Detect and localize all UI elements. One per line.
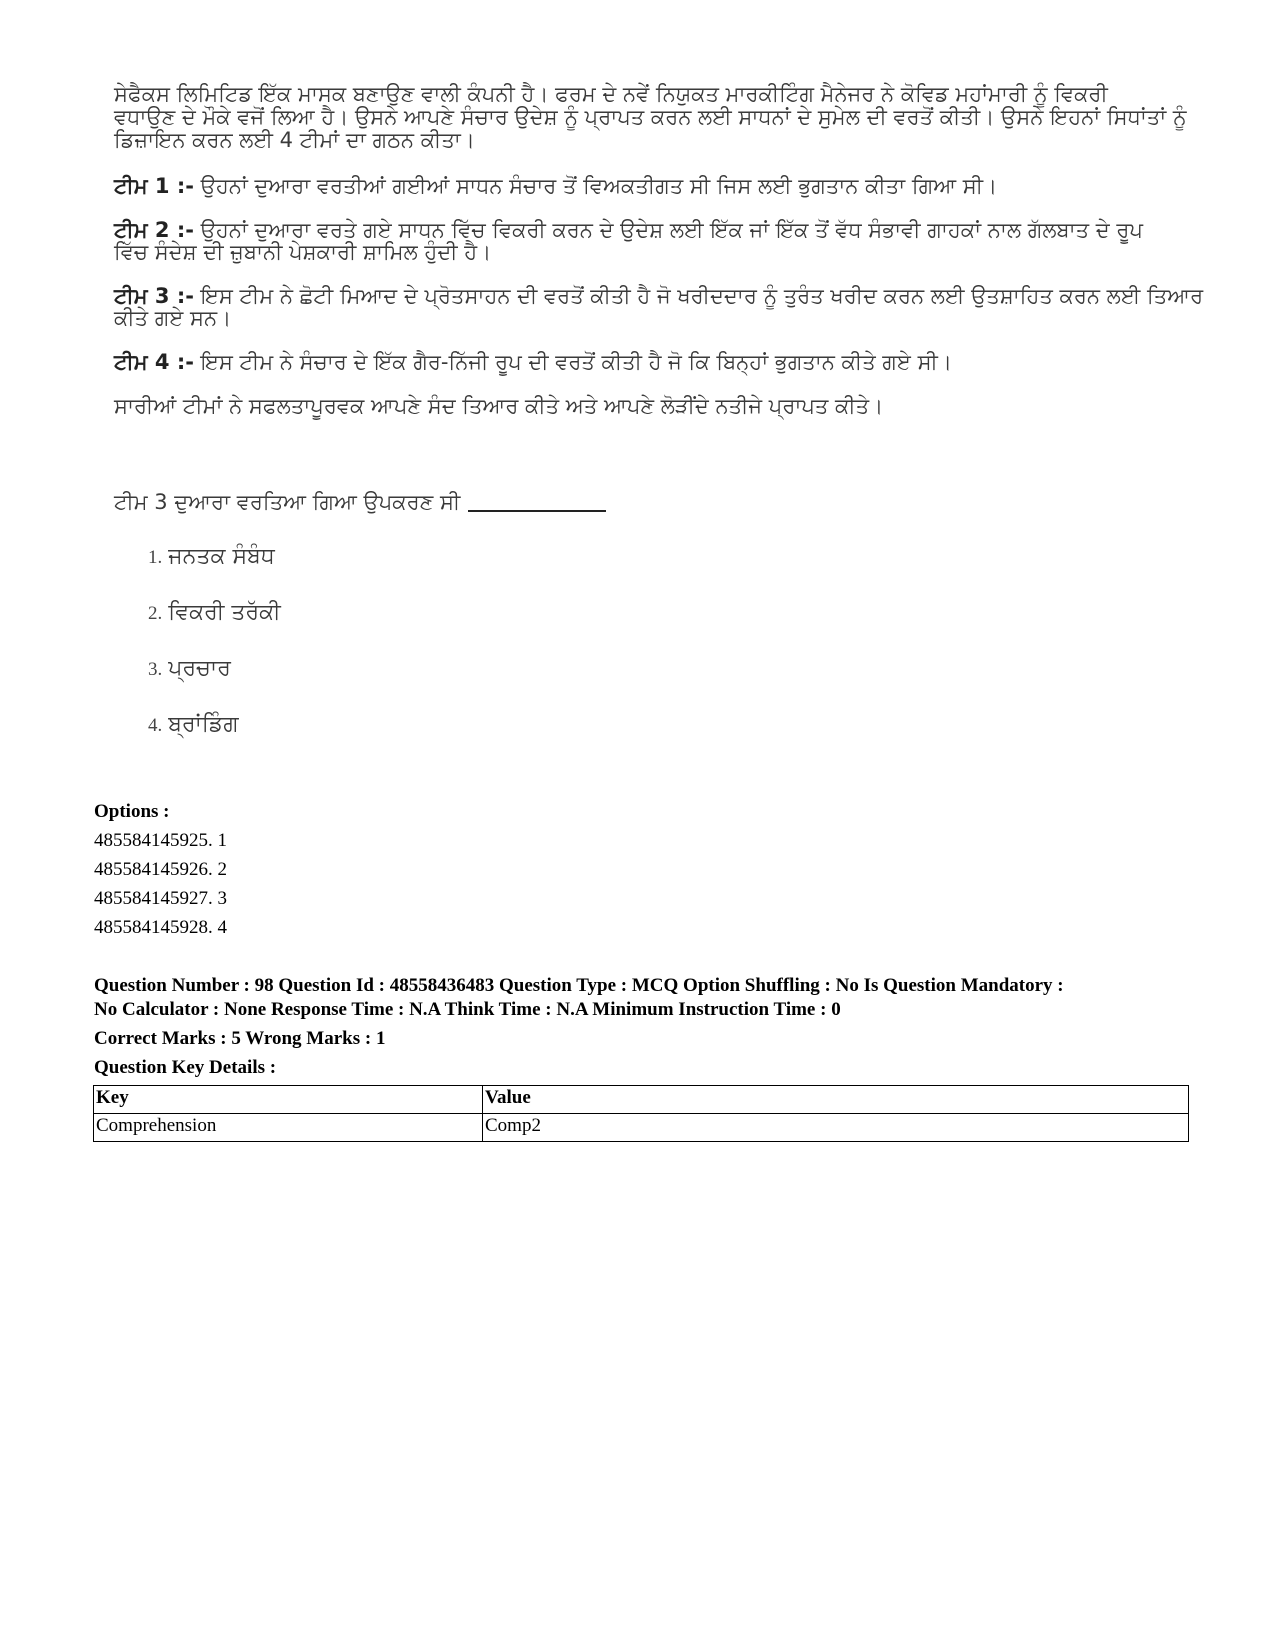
table-cell-value: Comp2	[483, 1114, 1189, 1142]
team2-line-1	[114, 218, 1143, 242]
team3-label: ਟੀਮ 3 :-	[114, 284, 194, 308]
question-line	[114, 490, 606, 514]
team4-text: ਇਸ ਟੀਮ ਨੇ ਸੰਚਾਰ ਦੇ ਇੱਕ ਗੈਰ-ਨਿੱਜੀ ਰੂਪ ਦੀ ਵਰਤੋਂ ਕੀਤੀ ਹੈ ਜੋ ਕਿ ਬਿਨ੍ਹਾਂ ਭੁਗਤਾਨ ਕੀਤੇ ਗਏ ਸੀ।	[200, 350, 953, 374]
choice-1	[148, 544, 275, 569]
team1-line	[114, 174, 997, 198]
team3-line-1	[114, 284, 1203, 308]
table-header-row	[94, 1086, 1189, 1114]
marks-line: Correct Marks : 5 Wrong Marks : 1	[94, 1028, 386, 1049]
passage-intro-line-2: ਵਧਾਉਣ ਦੇ ਮੌਕੇ ਵਜੋਂ ਲਿਆ ਹੈ। ਉਸਨੇ ਆਪਣੇ ਸੰਚਾਰ ਉਦੇਸ਼ ਨੂੰ ਪ੍ਰਾਪਤ ਕਰਨ ਲਈ ਸਾਧਨਾਂ ਦੇ ਸੁਮੇਲ ਦੀ ਵਰਤੋਂ ਕੀਤੀ। ਉਸਨੇ ਇਹਨਾਂ ਸਿਧਾਂਤਾਂ ਨੂੰ	[114, 105, 1187, 129]
choice-2	[148, 600, 281, 625]
team2-text-1: ਉਹਨਾਂ ਦੁਆਰਾ ਵਰਤੇ ਗਏ ਸਾਧਨ ਵਿੱਚ ਵਿਕਰੀ ਕਰਨ ਦੇ ਉਦੇਸ਼ ਲਈ ਇੱਕ ਜਾਂ ਇੱਕ ਤੋਂ ਵੱਧ ਸੰਭਾਵੀ ਗਾਹਕਾਂ ਨਾਲ ਗੱਲਬਾਤ ਦੇ ਰੂਪ	[200, 218, 1143, 242]
team2-line-2: ਵਿੱਚ ਸੰਦੇਸ਼ ਦੀ ਜ਼ੁਬਾਨੀ ਪੇਸ਼ਕਾਰੀ ਸ਼ਾਮਿਲ ਹੁੰਦੀ ਹੈ।	[114, 240, 492, 264]
options-block	[94, 797, 227, 942]
choice-4	[148, 712, 239, 737]
choice-1-text: ਜਨਤਕ ਸੰਬੰਧ	[168, 544, 275, 569]
table-header-key: Key	[94, 1086, 483, 1114]
team3-line-2: ਕੀਤੇ ਗਏ ਸਨ।	[114, 306, 232, 330]
choice-2-number: 2.	[148, 603, 163, 624]
passage-image	[114, 78, 1204, 758]
option-item: 485584145927. 3	[94, 888, 227, 909]
team2-label: ਟੀਮ 2 :-	[114, 218, 194, 242]
choice-3-text: ਪ੍ਰਚਾਰ	[168, 656, 231, 681]
meta-line-1: Question Number : 98 Question Id : 48558436483 Question Type : MCQ Option Shuffling : No Is Question Mandatory :	[94, 975, 1064, 996]
team4-label: ਟੀਮ 4 :-	[114, 350, 194, 374]
team3-text-1: ਇਸ ਟੀਮ ਨੇ ਛੋਟੀ ਮਿਆਦ ਦੇ ਪ੍ਰੋਤਸਾਹਨ ਦੀ ਵਰਤੋਂ ਕੀਤੀ ਹੈ ਜੋ ਖਰੀਦਦਾਰ ਨੂੰ ਤੁਰੰਤ ਖਰੀਦ ਕਰਨ ਲਈ ਉਤਸ਼ਾਹਿਤ ਕਰਨ ਲਈ ਤਿਆਰ	[200, 284, 1204, 308]
key-details-table	[93, 1085, 1189, 1142]
options-title: Options :	[94, 801, 170, 822]
answer-blank	[468, 510, 606, 512]
choice-4-text: ਬ੍ਰਾਂਡਿੰਗ	[168, 712, 239, 737]
team1-label: ਟੀਮ 1 :-	[114, 174, 194, 198]
choice-3-number: 3.	[148, 659, 163, 680]
question-meta	[94, 974, 1194, 1085]
option-item: 485584145925. 1	[94, 830, 227, 851]
passage-conclusion: ਸਾਰੀਆਂ ਟੀਮਾਂ ਨੇ ਸਫਲਤਾਪੂਰਵਕ ਆਪਣੇ ਸੰਦ ਤਿਆਰ ਕੀਤੇ ਅਤੇ ਆਪਣੇ ਲੋੜੀਂਦੇ ਨਤੀਜੇ ਪ੍ਰਾਪਤ ਕੀਤੇ।	[114, 394, 884, 418]
meta-line-2: No Calculator : None Response Time : N.A Think Time : N.A Minimum Instruction Time : 0	[94, 999, 841, 1020]
question-text: ਟੀਮ 3 ਦੁਆਰਾ ਵਰਤਿਆ ਗਿਆ ਉਪਕਰਣ ਸੀ	[114, 490, 461, 514]
team1-text: ਉਹਨਾਂ ਦੁਆਰਾ ਵਰਤੀਆਂ ਗਈਆਂ ਸਾਧਨ ਸੰਚਾਰ ਤੋਂ ਵਿਅਕਤੀਗਤ ਸੀ ਜਿਸ ਲਈ ਭੁਗਤਾਨ ਕੀਤਾ ਗਿਆ ਸੀ।	[200, 174, 998, 198]
table-cell-key: Comprehension	[94, 1114, 483, 1142]
table-row	[94, 1114, 1189, 1142]
key-details-title: Question Key Details :	[94, 1057, 277, 1078]
choice-3	[148, 656, 231, 681]
passage-intro-line-3: ਡਿਜ਼ਾਇਨ ਕਰਨ ਲਈ 4 ਟੀਮਾਂ ਦਾ ਗਠਨ ਕੀਤਾ।	[114, 128, 475, 152]
team4-line	[114, 350, 952, 374]
table-header-value: Value	[483, 1086, 1189, 1114]
choice-2-text: ਵਿਕਰੀ ਤਰੱਕੀ	[168, 600, 281, 625]
option-item: 485584145928. 4	[94, 917, 227, 938]
choice-4-number: 4.	[148, 715, 163, 736]
option-item: 485584145926. 2	[94, 859, 227, 880]
choice-1-number: 1.	[148, 547, 163, 568]
passage-intro-line-1: ਸੇਫੈਕਸ ਲਿਮਿਟਿਡ ਇੱਕ ਮਾਸਕ ਬਣਾਉਣ ਵਾਲੀ ਕੰਪਨੀ ਹੈ। ਫਰਮ ਦੇ ਨਵੇਂ ਨਿਯੁਕਤ ਮਾਰਕੀਟਿੰਗ ਮੈਨੇਜਰ ਨੇ ਕੋਵਿਡ ਮਹਾਂਮਾਰੀ ਨੂੰ ਵਿਕਰੀ	[114, 82, 1108, 106]
